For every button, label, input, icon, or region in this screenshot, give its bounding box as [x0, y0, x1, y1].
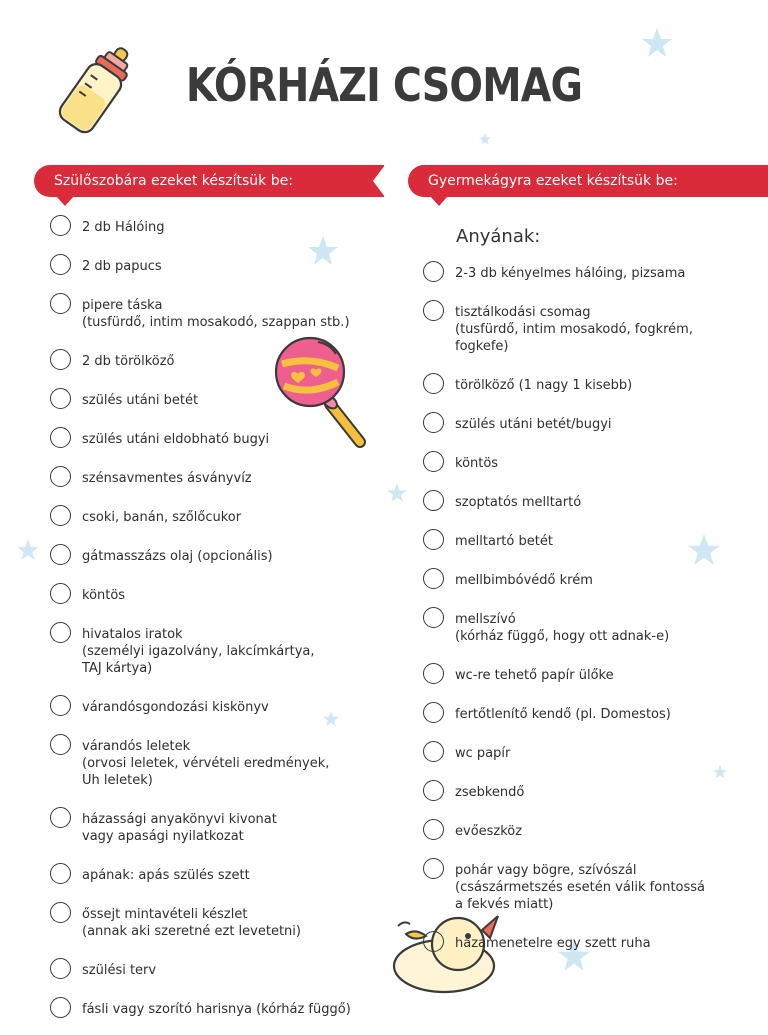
checklist-item [50, 621, 370, 677]
checkbox-circle[interactable] [423, 607, 444, 628]
checklist-item-label: wc papír [455, 746, 511, 761]
banner-tail [430, 196, 448, 206]
checkbox-circle[interactable] [50, 902, 71, 923]
checkbox-circle[interactable] [50, 427, 71, 448]
right-section-heading [408, 165, 768, 197]
star-icon [640, 26, 674, 60]
checklist-item [50, 957, 370, 979]
checklist-item [423, 606, 723, 645]
checklist-item-label: zsebkendő [455, 785, 525, 800]
checkbox-circle[interactable] [423, 858, 444, 879]
checkbox-circle[interactable] [423, 819, 444, 840]
checklist-item-label: csoki, banán, szőlőcukor [82, 510, 242, 525]
checkbox-circle[interactable] [50, 958, 71, 979]
checklist-item-label: 2 db Hálóing [82, 220, 165, 235]
checklist-item [423, 857, 723, 913]
checkbox-circle[interactable] [50, 215, 71, 236]
checklist-item-label: várandósgondozási kiskönyv [82, 700, 269, 715]
right-checklist [423, 260, 723, 969]
checklist-item [50, 504, 370, 526]
checklist-item [423, 779, 723, 801]
checkbox-circle[interactable] [423, 780, 444, 801]
checklist-item-label: pipere táska (tusfürdő, intim mosakodó, szappan stb.) [82, 298, 350, 330]
checklist-item [50, 862, 370, 884]
checkbox-circle[interactable] [423, 373, 444, 394]
checklist-item-label: gátmasszázs olaj (opcionális) [82, 549, 273, 564]
checkbox-circle[interactable] [423, 490, 444, 511]
checkbox-circle[interactable] [423, 529, 444, 550]
checklist-item-label: házassági anyakönyvi kivonat vagy apasági nyilatkozat [82, 812, 277, 844]
checklist-item [50, 253, 370, 275]
checkbox-circle[interactable] [423, 702, 444, 723]
star-icon [16, 538, 40, 562]
checklist-item-label: őssejt mintavételi készlet (annak aki szeretné ezt levetetni) [82, 907, 301, 939]
checklist-item-label: hivatalos iratok (személyi igazolvány, lakcímkártya, TAJ kártya) [82, 627, 315, 676]
checklist-item-label: köntös [455, 456, 499, 471]
checklist-item-label: szoptatós melltartó [455, 495, 582, 510]
checklist-item-label: evőeszköz [455, 824, 523, 839]
checklist-item-label: 2 db papucs [82, 259, 162, 274]
checklist-item-label: 2-3 db kényelmes hálóing, pizsama [455, 266, 686, 281]
checklist-item-label: hazamenetelre egy szett ruha [455, 936, 651, 951]
checklist-item [423, 701, 723, 723]
checkbox-circle[interactable] [50, 254, 71, 275]
checkbox-circle[interactable] [423, 931, 444, 952]
checklist-item [423, 740, 723, 762]
checkbox-circle[interactable] [50, 466, 71, 487]
checklist-item [50, 214, 370, 236]
checkbox-circle[interactable] [50, 807, 71, 828]
checklist-item-label: szülési terv [82, 963, 157, 978]
checklist-item [423, 662, 723, 684]
checklist-item [50, 348, 370, 370]
checklist-item [423, 528, 723, 550]
checklist-item [423, 260, 723, 282]
checkbox-circle[interactable] [423, 663, 444, 684]
checklist-item-label: melltartó betét [455, 534, 553, 549]
checkbox-circle[interactable] [50, 997, 71, 1018]
checkbox-circle[interactable] [50, 863, 71, 884]
checkbox-circle[interactable] [423, 568, 444, 589]
checklist-item [423, 930, 723, 952]
checkbox-circle[interactable] [50, 388, 71, 409]
checklist-item [423, 489, 723, 511]
checklist-item-label: szülés utáni betét/bugyi [455, 417, 612, 432]
checkbox-circle[interactable] [423, 741, 444, 762]
checkbox-circle[interactable] [423, 261, 444, 282]
checklist-item [50, 543, 370, 565]
baby-bottle-icon [55, 40, 145, 150]
checkbox-circle[interactable] [423, 412, 444, 433]
checkbox-circle[interactable] [50, 734, 71, 755]
banner-tail [56, 196, 74, 206]
star-icon [478, 132, 492, 146]
checklist-item [50, 292, 370, 331]
checklist-item [50, 901, 370, 940]
left-checklist [50, 214, 370, 1035]
checklist-item-label: köntös [82, 588, 126, 603]
checklist-item [50, 465, 370, 487]
checklist-item [50, 387, 370, 409]
checklist-item [50, 694, 370, 716]
left-heading-text: Szülőszobára ezeket készítsük be: [54, 173, 293, 189]
checklist-item-label: szülés utáni betét [82, 393, 199, 408]
checklist-item [423, 411, 723, 433]
right-heading-text: Gyermekágyra ezeket készítsük be: [428, 173, 678, 189]
checklist-item-label: szülés utáni eldobható bugyi [82, 432, 270, 447]
checkbox-circle[interactable] [50, 293, 71, 314]
page-title: KÓRHÁZI CSOMAG [185, 58, 583, 112]
checkbox-circle[interactable] [50, 544, 71, 565]
checkbox-circle[interactable] [50, 622, 71, 643]
checklist-item [50, 582, 370, 604]
checklist-item-label: mellbimbóvédő krém [455, 573, 593, 588]
checklist-item-label: mellszívó (kórház függő, hogy ott adnak-e) [455, 612, 670, 644]
checklist-item-label: szénsavmentes ásványvíz [82, 471, 252, 486]
checklist-item-label: tisztálkodási csomag (tusfürdő, intim mosakodó, fogkrém, fogkefe) [455, 305, 693, 354]
checklist-item [423, 567, 723, 589]
star-icon [386, 482, 408, 504]
checklist-item [50, 426, 370, 448]
checklist-item [50, 733, 370, 789]
checklist-item-label: fásli vagy szorító harisnya (kórház függő) [82, 1002, 351, 1017]
checklist-item [423, 372, 723, 394]
checkbox-circle[interactable] [50, 349, 71, 370]
checkbox-circle[interactable] [423, 300, 444, 321]
right-subheading: Anyának: [456, 226, 541, 247]
checklist-item [423, 299, 723, 355]
checklist-item [423, 818, 723, 840]
checkbox-circle[interactable] [423, 451, 444, 472]
checklist-item-label: wc-re tehető papír ülőke [455, 668, 614, 683]
checklist-item [50, 806, 370, 845]
left-section-heading [34, 165, 384, 197]
checkbox-circle[interactable] [50, 695, 71, 716]
checklist-item-label: törölköző (1 nagy 1 kisebb) [455, 378, 633, 393]
checklist-item-label: pohár vagy bögre, szívószál (császármetszés esetén válik fontossá a fekvés miatt) [455, 863, 706, 912]
checklist-item-label: várandós leletek (orvosi leletek, vérvételi eredmények, Uh leletek) [82, 739, 330, 788]
checkbox-circle[interactable] [50, 505, 71, 526]
checkbox-circle[interactable] [50, 583, 71, 604]
checklist-item-label: 2 db törölköző [82, 354, 175, 369]
checklist-item-label: fertőtlenítő kendő (pl. Domestos) [455, 707, 671, 722]
checklist-item [423, 450, 723, 472]
checklist-item [50, 996, 370, 1018]
checklist-item-label: apának: apás szülés szett [82, 868, 250, 883]
